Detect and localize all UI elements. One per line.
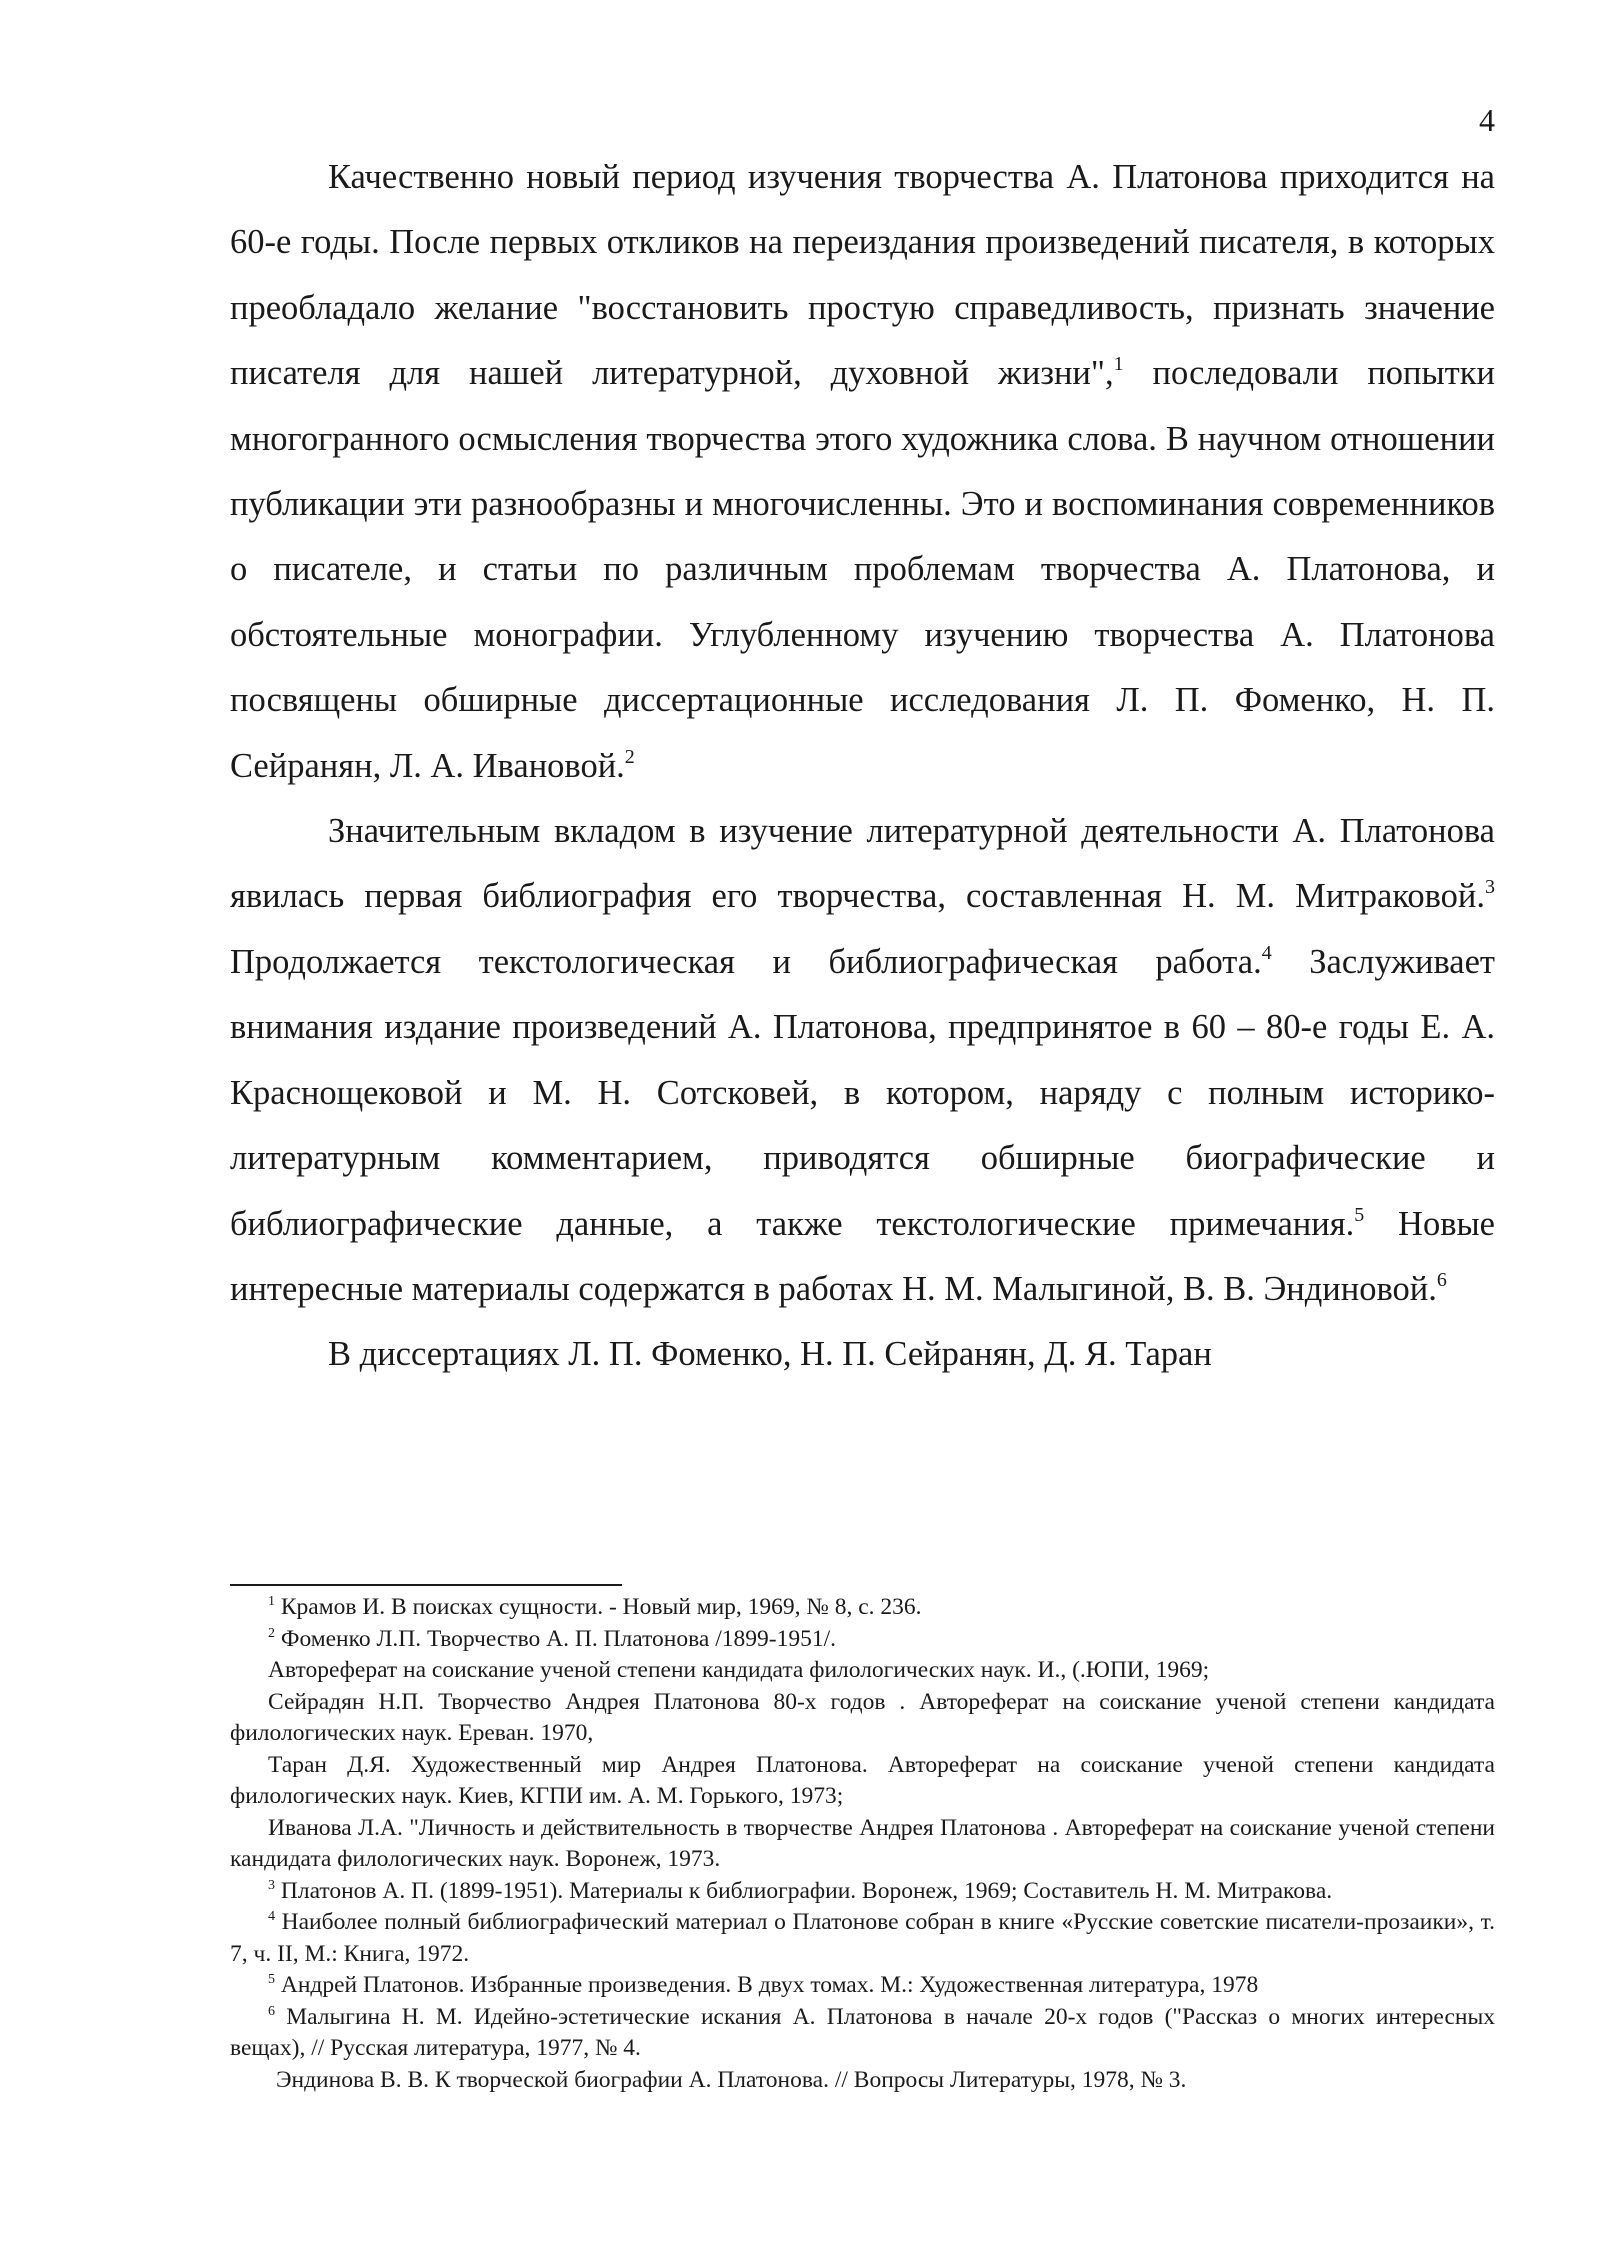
footnote-ref-2[interactable]: 2 bbox=[624, 745, 635, 768]
footnote-ref-3[interactable]: 3 bbox=[1485, 876, 1495, 899]
footnote-2 bbox=[230, 1624, 1495, 1656]
paragraph-text: Новые интересные материалы содержатся в работах Н. М. Малыгиной, В. В. Эндиновой. bbox=[230, 1204, 1495, 1308]
footnote-number: 3 bbox=[268, 1877, 275, 1893]
footnote-number: 2 bbox=[268, 1625, 275, 1641]
footnote-ref-6[interactable]: 6 bbox=[1436, 1268, 1447, 1291]
footnote-text: Эндинова В. В. К творческой биографии А. Платонова. // Вопросы Литературы, 1978, № 3. bbox=[276, 2066, 1187, 2093]
footnote-2-continued bbox=[230, 1655, 1495, 1687]
footnotes bbox=[230, 1592, 1495, 2096]
paragraph-2 bbox=[230, 799, 1495, 1322]
footnote-6-continued bbox=[230, 2065, 1495, 2097]
footnote-number: 4 bbox=[268, 1909, 275, 1924]
page-number: 4 bbox=[1479, 102, 1495, 138]
footnote-text: Автореферат на соискание ученой степени кандидата филологических наук. И., (.ЮПИ, 1969; bbox=[268, 1657, 1210, 1683]
footnote-ref-5[interactable]: 5 bbox=[1354, 1203, 1365, 1226]
footnote-text: Сейрадян Н.П. Творчество Андрея Платонова 80-х годов . Автореферат на соискание ученой степени кандидата филологических наук. Ереван. 1970, bbox=[230, 1688, 1495, 1746]
paragraph-text: последовали попытки многогранного осмысления творчества этого художника слова. В научном отношении публикации эти разнообразны и многочисленны. Это и воспоминания современников о писателе, и статьи по различным проблемам творчества А. Платонова, и обстоятельные монографии. Углубленному изучению творчества А. Платонова посвящены обширные диссертационные исследования Л. П. Фоменко, Н. П. Сейранян, Л. А. Ивановой. bbox=[230, 354, 1495, 785]
footnote-4 bbox=[230, 1907, 1495, 1970]
paragraph-3 bbox=[230, 1322, 1495, 1387]
footnote-2-continued bbox=[230, 1813, 1495, 1876]
footnote-separator bbox=[230, 1584, 622, 1586]
footnote-5 bbox=[230, 1970, 1495, 2002]
footnote-text: Андрей Платонов. Избранные произведения. В двух томах. М.: Художественная литература, 1978 bbox=[275, 1972, 1259, 1998]
footnote-number: 5 bbox=[268, 1972, 275, 1987]
footnote-ref-1[interactable]: 1 bbox=[1113, 353, 1124, 376]
paragraph-text: Качественно новый период изучения творчества А. Платонова приходится на 60-е годы. После первых откликов на переиздания произведений писателя, в которых преобладало желание "восстановить простую справедливость, признать значение писателя для нашей литературной, духовной жизни", bbox=[230, 158, 1495, 393]
paragraph-text: Заслуживает внимания издание произведений А. Платонова, предпринятое в 60 – 80-е годы Е. А. Краснощековой и М. Н. Сотсковей, в котором, наряду с полным историко-литературным комментарием, приводятся обширные биографические и библиографические данные, а также текстологические примечания. bbox=[230, 942, 1495, 1243]
footnote-ref-4[interactable]: 4 bbox=[1261, 941, 1272, 964]
footnote-text: Платонов А. П. (1899-1951). Материалы к библиографии. Воронеж, 1969; Составитель Н. М. Митракова. bbox=[275, 1877, 1333, 1904]
footnote-text: Иванова Л.А. "Личность и действительность в творчестве Андрея Платонова . Автореферат на соискание ученой степени кандидата филологических наук. Воронеж, 1973. bbox=[230, 1814, 1495, 1872]
footnote-1 bbox=[230, 1592, 1495, 1624]
footnote-6 bbox=[230, 2002, 1495, 2065]
paragraph-text: В диссертациях Л. П. Фоменко, Н. П. Сейранян, Д. Я. Таран bbox=[328, 1335, 1212, 1374]
footnote-number: 6 bbox=[268, 2003, 275, 2019]
footnote-text: Крамов И. В поисках сущности. - Новый мир, 1969, № 8, с. 236. bbox=[275, 1594, 922, 1620]
footnote-text: Таран Д.Я. Художественный мир Андрея Платонова. Автореферат на соискание ученой степени кандидата филологических наук. Киев, КГПИ им. А. М. Горького, 1973; bbox=[230, 1751, 1495, 1809]
paragraph-1 bbox=[230, 145, 1495, 799]
footnote-number: 1 bbox=[268, 1594, 275, 1609]
footnote-2-continued bbox=[230, 1750, 1495, 1813]
body-text bbox=[230, 145, 1495, 1388]
footnote-text: Фоменко Л.П. Творчество А. П. Платонова /1899-1951/. bbox=[275, 1625, 836, 1652]
footnote-3 bbox=[230, 1876, 1495, 1908]
footnote-text: Малыгина Н. М. Идейно-эстетические искания А. Платонова в начале 20-х годов ("Рассказ о многих интересных вещах), // Русская литература, 1977, № 4. bbox=[230, 2003, 1495, 2061]
footnote-text: Наиболее полный библиографический материал о Платонове собран в книге «Русские советские писатели-прозаики», т. 7, ч. II, М.: Книга, 1972. bbox=[230, 1909, 1495, 1967]
paragraph-text: Продолжается текстологическая и библиографическая работа. bbox=[230, 942, 1262, 981]
paragraph-text: Значительным вкладом в изучение литературной деятельности А. Платонова явилась первая библиография его творчества, составленная Н. М. Митраковой. bbox=[230, 812, 1495, 916]
footnote-2-continued bbox=[230, 1687, 1495, 1750]
